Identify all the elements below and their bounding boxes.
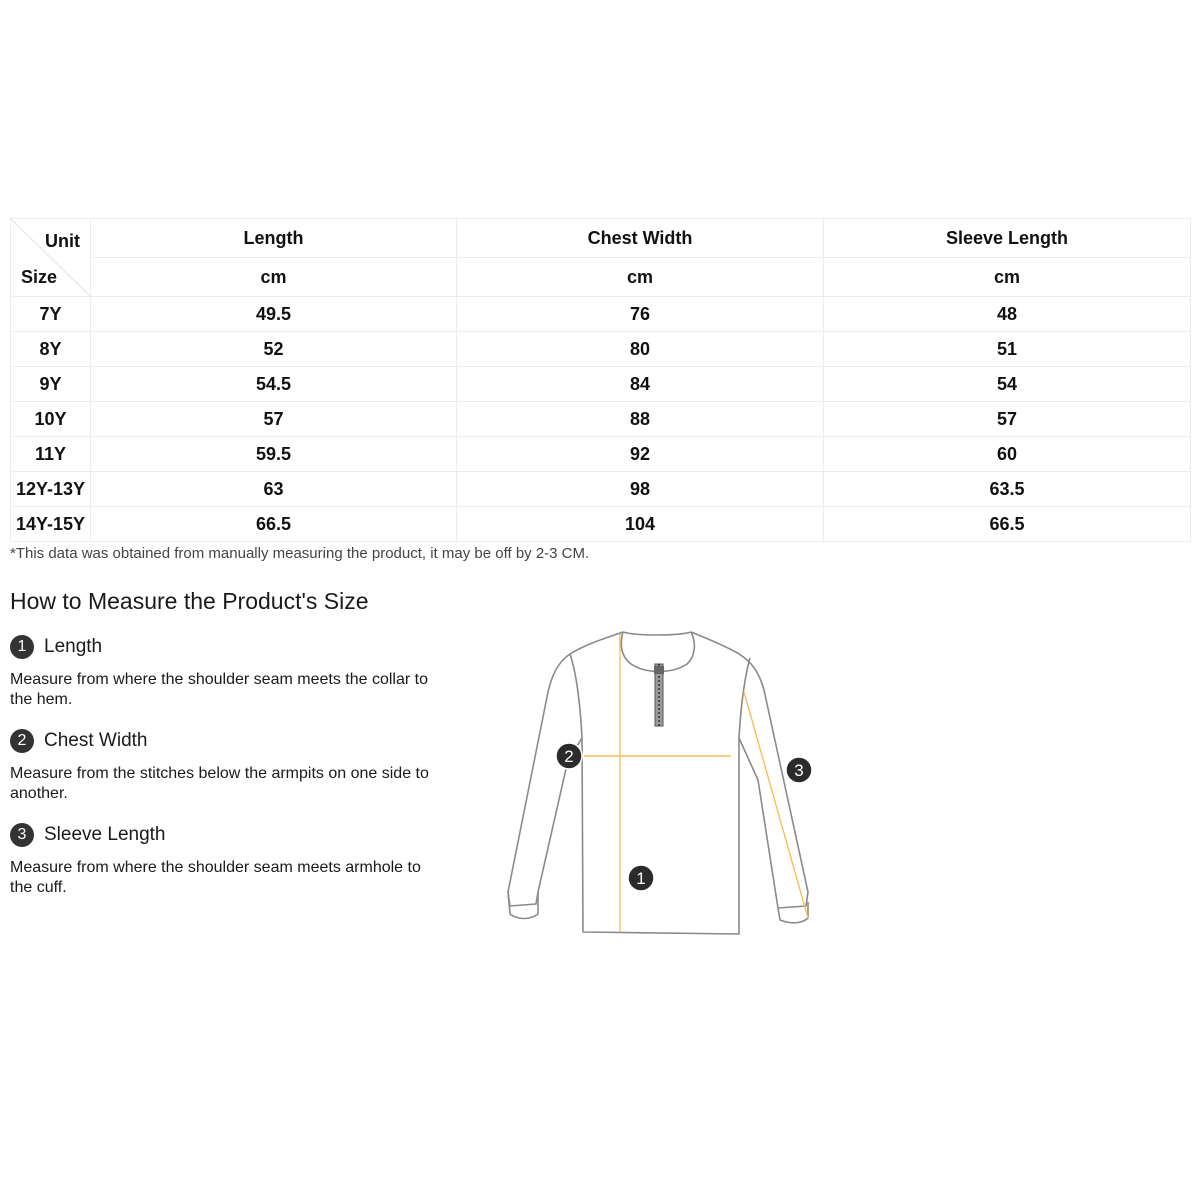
table-corner-cell — [11, 219, 91, 297]
value-cell: 80 — [457, 332, 824, 367]
value-cell: 84 — [457, 367, 824, 402]
marker-2-label: 2 — [564, 747, 574, 766]
value-cell: 54.5 — [91, 367, 457, 402]
step-header — [10, 728, 430, 754]
value-cell: 63.5 — [824, 472, 1191, 507]
value-cell: 59.5 — [91, 437, 457, 472]
size-cell: 9Y — [11, 367, 91, 402]
table-row — [11, 367, 1191, 402]
value-cell: 92 — [457, 437, 824, 472]
value-cell: 88 — [457, 402, 824, 437]
size-chart-table — [10, 218, 1191, 542]
value-cell: 57 — [824, 402, 1191, 437]
value-cell: 76 — [457, 297, 824, 332]
step-length — [10, 634, 430, 710]
size-cell: 12Y-13Y — [11, 472, 91, 507]
table-row — [11, 507, 1191, 542]
value-cell: 98 — [457, 472, 824, 507]
number-badge-icon: 3 — [10, 823, 34, 847]
size-cell: 14Y-15Y — [11, 507, 91, 542]
step-title: Chest Width — [44, 730, 148, 751]
marker-3-label: 3 — [794, 761, 804, 780]
column-header-chest-width: Chest Width — [457, 219, 824, 258]
value-cell: 52 — [91, 332, 457, 367]
table-row — [11, 332, 1191, 367]
value-cell: 63 — [91, 472, 457, 507]
corner-size-label: Size — [21, 267, 58, 287]
value-cell: 49.5 — [91, 297, 457, 332]
column-header-length: Length — [91, 219, 457, 258]
step-description: Measure from where the shoulder seam meets armhole to the cuff. — [10, 859, 421, 896]
table-header-row — [11, 219, 1191, 258]
step-sleeve-length — [10, 822, 430, 898]
step-header — [10, 822, 430, 848]
value-cell: 104 — [457, 507, 824, 542]
marker-1-label: 1 — [636, 869, 646, 888]
number-badge-icon: 1 — [10, 635, 34, 659]
guide-title: How to Measure the Product's Size — [10, 588, 369, 614]
unit-cell: cm — [457, 258, 824, 297]
zipper-icon — [654, 664, 664, 726]
corner-unit-label: Unit — [45, 231, 80, 251]
value-cell: 57 — [91, 402, 457, 437]
size-cell: 7Y — [11, 297, 91, 332]
size-cell: 8Y — [11, 332, 91, 367]
number-badge-icon: 2 — [10, 729, 34, 753]
marker-3 — [786, 757, 812, 783]
marker-2 — [556, 743, 582, 769]
step-description: Measure from the stitches below the armpits on one side to another. — [10, 765, 429, 802]
value-cell: 60 — [824, 437, 1191, 472]
value-cell: 66.5 — [824, 507, 1191, 542]
step-title: Sleeve Length — [44, 824, 166, 845]
value-cell: 51 — [824, 332, 1191, 367]
marker-1 — [628, 865, 654, 891]
value-cell: 54 — [824, 367, 1191, 402]
table-row — [11, 437, 1191, 472]
unit-cell: cm — [824, 258, 1191, 297]
sleeve-length-line — [744, 692, 808, 918]
table-row — [11, 472, 1191, 507]
measurement-disclaimer: *This data was obtained from manually measuring the product, it may be off by 2-3 CM. — [10, 545, 590, 562]
shirt-measurement-diagram — [496, 620, 826, 950]
column-header-sleeve-length: Sleeve Length — [824, 219, 1191, 258]
table-unit-row — [11, 258, 1191, 297]
value-cell: 66.5 — [91, 507, 457, 542]
table-row — [11, 297, 1191, 332]
unit-cell: cm — [91, 258, 457, 297]
step-chest-width — [10, 728, 430, 804]
size-cell: 11Y — [11, 437, 91, 472]
step-header — [10, 634, 430, 660]
size-cell: 10Y — [11, 402, 91, 437]
value-cell: 48 — [824, 297, 1191, 332]
step-title: Length — [44, 636, 103, 657]
table-row — [11, 402, 1191, 437]
step-description: Measure from where the shoulder seam meets the collar to the hem. — [10, 671, 428, 708]
